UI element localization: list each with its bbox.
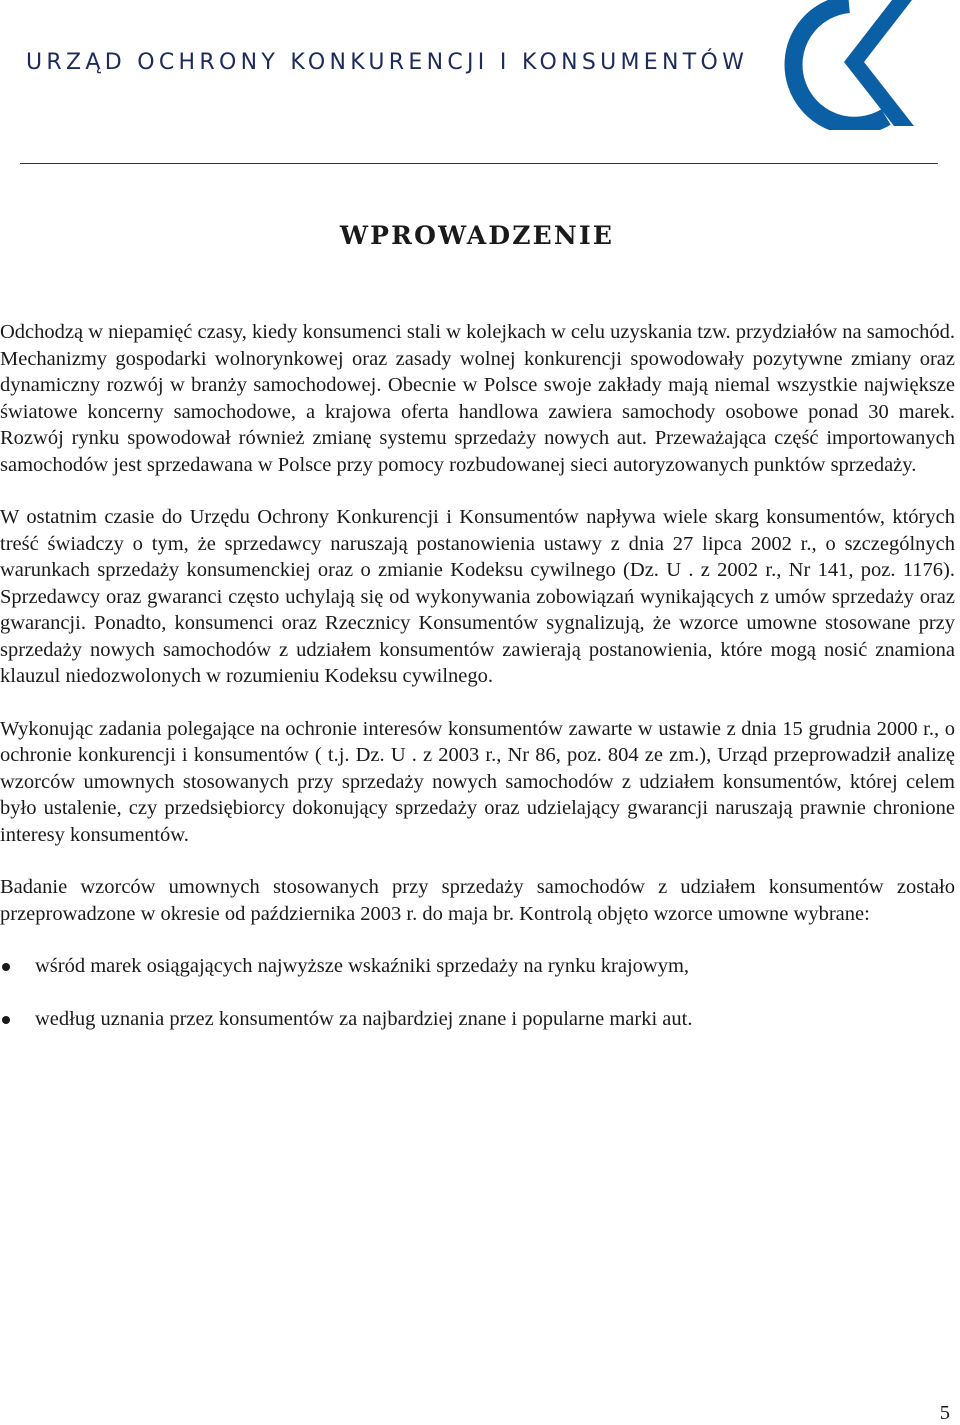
document-body [0, 319, 955, 1058]
list-item-text: wśród marek osiągających najwyższe wskaźniki sprzedaży na rynku krajowym, [35, 955, 690, 977]
list-item [0, 1006, 955, 1033]
bullet-icon [2, 1016, 10, 1024]
section-heading: WPROWADZENIE [339, 221, 615, 250]
paragraph-analysis: Wykonując zadania polegające na ochronie interesów konsumentów zawarte w ustawie z dnia 15 grudnia 2000 r., o ochronie konkurencji i konsumentów ( t.j. Dz. U . z 2003 r., Nr 86, poz. 804 ze zm.), Urząd przeprowadził analizę wzorców umownych stosowanych przy sprzedaży nowych samochodów z udziałem konsumentów, której celem było ustalenie, czy przedsiębiorcy dokonujący sprzedaży oraz udzielający gwarancji naruszają prawnie chronione interesy konsumentów. [0, 717, 955, 846]
list-item [0, 953, 955, 980]
page-number: 5 [939, 1402, 950, 1424]
header-divider [20, 163, 938, 164]
organization-name: URZĄD OCHRONY KONKURENCJI I KONSUMENTÓW [26, 50, 749, 75]
uokik-logo-icon [782, 0, 916, 130]
selection-criteria-list [0, 953, 955, 1032]
bullet-icon [2, 963, 10, 971]
paragraph-study: Badanie wzorców umownych stosowanych przy sprzedaży samochodów z udziałem konsumentów zostało przeprowadzone w okresie od października 2003 r. do maja br. Kontrolą objęto wzorce umowne wybrane: [0, 876, 955, 925]
paragraph-intro: Odchodzą w niepamięć czasy, kiedy konsumenci stali w kolejkach w celu uzyskania tzw. przydziałów na samochód. Mechanizmy gospodarki wolnorynkowej oraz zasady wolnej konkurencji spowodowały pozytywne zmiany oraz dynamiczny rozwój w branży samochodowej. Obecnie w Polsce swoje zakłady mają niemal wszystkie największe światowe koncerny samochodowe, a krajowa oferta handlowa zawiera samochody osobowe ponad 30 marek. Rozwój rynku spowodował również zmianę systemu sprzedaży nowych aut. Przeważająca część importowanych samochodów jest sprzedawana w Polsce przy pomocy rozbudowanej sieci autoryzowanych punktów sprzedaży. [0, 321, 955, 476]
paragraph-complaints: W ostatnim czasie do Urzędu Ochrony Konkurencji i Konsumentów napływa wiele skarg konsumentów, których treść świadczy o tym, że sprzedawcy naruszają postanowienia ustawy z dnia 27 lipca 2002 r., o szczególnych warunkach sprzedaży konsumenckiej oraz o zmianie Kodeksu cywilnego (Dz. U . z 2002 r., Nr 141, poz. 1176). Sprzedawcy oraz gwaranci często uchylają się od wykonywania zobowiązań wynikających z umów sprzedaży oraz gwarancji. Ponadto, konsumenci oraz Rzecznicy Konsumentów sygnalizują, że wzorce umowne stosowane przy sprzedaży nowych samochodów z udziałem konsumentów zawierają postanowienia, które mogą nosić znamiona klauzul niedozwolonych w rozumieniu Kodeksu cywilnego. [0, 506, 955, 687]
list-item-text: według uznania przez konsumentów za najbardziej znane i popularne marki aut. [35, 1007, 693, 1030]
